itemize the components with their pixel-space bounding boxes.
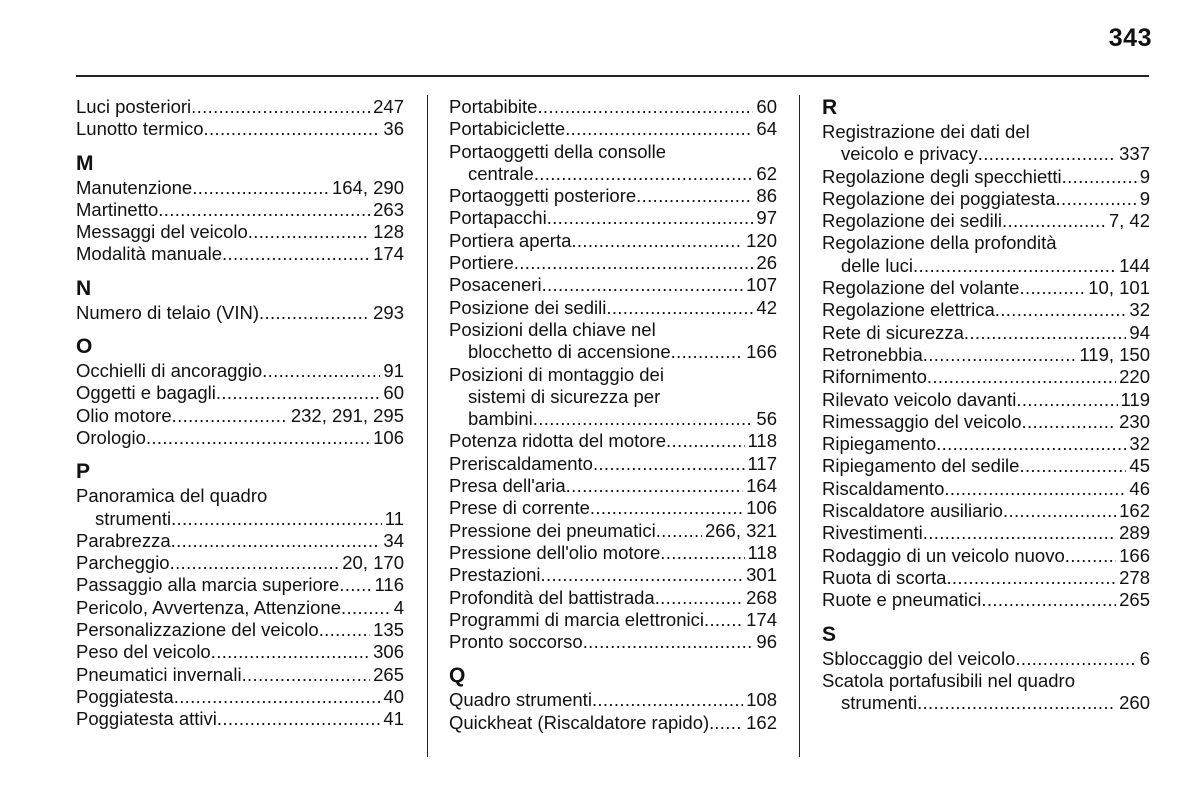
index-entry xyxy=(449,207,777,229)
entry-pages: 293 xyxy=(373,301,404,323)
dot-leader xyxy=(1016,389,1117,411)
index-entry xyxy=(822,166,1150,188)
entry-title-line: Scatola portafusibili nel quadro xyxy=(822,669,1075,691)
dot-leader xyxy=(1055,188,1136,210)
entry-title: Retronebbia xyxy=(822,343,923,365)
entry-title-line: Posizioni di montaggio dei xyxy=(449,363,664,385)
entry-title: Parcheggio xyxy=(76,552,170,574)
index-entry xyxy=(76,427,404,449)
index-entry xyxy=(822,277,1150,299)
entry-title: Riscaldatore ausiliario xyxy=(822,500,1003,522)
entry-pages: 174 xyxy=(746,608,777,630)
index-entry xyxy=(76,405,404,427)
entry-pages: 260 xyxy=(1119,692,1150,714)
index-entry xyxy=(449,141,777,186)
entry-pages: 265 xyxy=(1119,589,1150,611)
dot-leader xyxy=(174,686,381,708)
entry-title: Portiere xyxy=(449,252,514,274)
index-entry xyxy=(449,185,777,207)
entry-title: blocchetto di accensione xyxy=(468,341,671,363)
entry-title: Pressione dell'olio motore xyxy=(449,541,661,563)
entry-pages: 118 xyxy=(747,430,777,452)
entry-title: bambini xyxy=(468,408,533,430)
dot-leader xyxy=(341,597,391,619)
dot-leader xyxy=(704,609,743,631)
entry-pages: 4 xyxy=(393,596,404,618)
section-letter: O xyxy=(76,335,93,359)
index-entry xyxy=(76,619,404,641)
entry-pages: 40 xyxy=(383,685,404,707)
dot-leader xyxy=(944,478,1126,500)
entry-title: Regolazione dei sedili xyxy=(822,210,1002,232)
dot-leader xyxy=(606,297,753,319)
entry-title: Quadro strumenti xyxy=(449,689,592,711)
dot-leader xyxy=(534,163,754,185)
entry-pages: 278 xyxy=(1119,566,1150,588)
entry-title: Pericolo, Avvertenza, Attenzione xyxy=(76,596,341,618)
entry-title: Rimessaggio del veicolo xyxy=(822,410,1022,432)
entry-pages: 116 xyxy=(374,574,404,596)
entry-pages: 56 xyxy=(756,408,777,430)
index-entry xyxy=(449,96,777,118)
entry-pages: 60 xyxy=(756,96,777,117)
entry-title: Rodaggio di un veicolo nuovo xyxy=(822,544,1065,566)
index-entry xyxy=(822,455,1150,477)
entry-title: strumenti xyxy=(95,507,172,529)
entry-pages: 166 xyxy=(1119,544,1150,566)
dot-leader xyxy=(170,552,340,574)
entry-pages: 106 xyxy=(746,497,777,519)
entry-pages: 174 xyxy=(373,243,404,265)
entry-title: Oggetti e bagagli xyxy=(76,382,216,404)
entry-title: Posizione dei sedili xyxy=(449,296,607,318)
index-entry xyxy=(76,708,404,730)
index-entry xyxy=(822,322,1150,344)
index-entry xyxy=(822,344,1150,366)
entry-pages: 32 xyxy=(1129,299,1150,321)
entry-title: Luci posteriori xyxy=(76,96,192,117)
entry-pages: 10, 101 xyxy=(1088,277,1150,299)
dot-leader xyxy=(158,199,370,221)
index-entry xyxy=(449,297,777,319)
entry-pages: 9 xyxy=(1139,187,1150,209)
entry-pages: 164, 290 xyxy=(331,176,404,198)
dot-leader xyxy=(917,692,1116,714)
entry-title: Numero di telaio (VIN) xyxy=(76,301,260,323)
entry-title: Ruote e pneumatici xyxy=(822,589,982,611)
entry-title: Lunotto termico xyxy=(76,118,204,140)
dot-leader xyxy=(1019,277,1085,299)
entry-title: Rilevato veicolo davanti xyxy=(822,388,1017,410)
entry-title: Pressione dei pneumatici xyxy=(449,519,656,541)
index-entry xyxy=(449,274,777,296)
entry-title: Prese di corrente xyxy=(449,497,590,519)
entry-pages: 107 xyxy=(746,274,777,296)
entry-title: Ripiegamento del sedile xyxy=(822,455,1020,477)
section-letter: S xyxy=(822,622,837,646)
dot-leader xyxy=(171,530,381,552)
index-entry xyxy=(76,221,404,243)
entry-pages: 117 xyxy=(747,452,777,474)
index-entry xyxy=(76,360,404,382)
entry-pages: 86 xyxy=(756,185,777,207)
entry-title: Potenza ridotta del motore xyxy=(449,430,666,452)
entry-title: Portabibite xyxy=(449,96,538,117)
dot-leader xyxy=(216,382,381,404)
index-entry xyxy=(76,177,404,199)
entry-title: Preriscaldamento xyxy=(449,452,593,474)
entry-title: Presa dell'aria xyxy=(449,475,566,497)
index-entry xyxy=(449,118,777,140)
entry-title: Sbloccaggio del veicolo xyxy=(822,647,1016,669)
entry-pages: 337 xyxy=(1119,143,1150,165)
dot-leader xyxy=(514,252,754,274)
dot-leader xyxy=(592,689,743,711)
index-entry xyxy=(449,631,777,653)
entry-pages: 46 xyxy=(1129,477,1150,499)
index-entry xyxy=(76,664,404,686)
entry-pages: 119, 150 xyxy=(1079,343,1150,365)
dot-leader xyxy=(655,587,743,609)
entry-title: Ruota di scorta xyxy=(822,566,947,588)
index-entry xyxy=(449,587,777,609)
entry-pages: 42 xyxy=(756,296,777,318)
dot-leader xyxy=(995,299,1127,321)
dot-leader xyxy=(666,430,745,452)
entry-pages: 9 xyxy=(1139,165,1150,187)
index-entry xyxy=(449,689,777,711)
dot-leader xyxy=(217,708,381,730)
column-divider xyxy=(799,95,800,757)
entry-pages: 162 xyxy=(746,711,777,733)
entry-title: Modalità manuale xyxy=(76,243,223,265)
entry-title: Quickheat (Riscaldatore rapido). xyxy=(449,711,715,733)
entry-title: Profondità del battistrada xyxy=(449,586,655,608)
dot-leader xyxy=(566,475,743,497)
entry-pages: 289 xyxy=(1119,522,1150,544)
entry-title: Peso del veicolo xyxy=(76,641,211,663)
entry-title: Rete di sicurezza xyxy=(822,321,964,343)
entry-title: Regolazione degli specchietti xyxy=(822,165,1062,187)
dot-leader xyxy=(636,185,753,207)
index-entry xyxy=(76,243,404,265)
index-column-2 xyxy=(449,96,777,734)
entry-pages: 32 xyxy=(1129,433,1150,455)
entry-title: Regolazione del volante xyxy=(822,277,1020,299)
entry-title: delle luci xyxy=(841,254,913,276)
entry-title: Regolazione elettrica xyxy=(822,299,995,321)
index-entry xyxy=(76,485,404,530)
dot-leader xyxy=(583,631,754,653)
dot-leader xyxy=(927,366,1116,388)
index-entry xyxy=(76,552,404,574)
entry-pages: 26 xyxy=(756,252,777,274)
entry-pages: 60 xyxy=(383,382,404,404)
dot-leader xyxy=(981,589,1116,611)
dot-leader xyxy=(593,453,745,475)
index-entry xyxy=(76,530,404,552)
entry-pages: 7, 42 xyxy=(1108,210,1150,232)
index-entry xyxy=(822,411,1150,433)
entry-pages: 306 xyxy=(373,641,404,663)
index-entry xyxy=(449,430,777,452)
entry-title: Portiera aperta xyxy=(449,229,572,251)
index-entry xyxy=(822,210,1150,232)
dot-leader xyxy=(1062,166,1137,188)
entry-pages: 64 xyxy=(756,118,777,140)
dot-leader xyxy=(172,405,288,427)
entry-title: Riscaldamento xyxy=(822,477,945,499)
index-entry xyxy=(822,232,1150,277)
entry-pages: 120 xyxy=(746,229,777,251)
index-entry xyxy=(822,670,1150,715)
index-entry xyxy=(822,366,1150,388)
index-entry xyxy=(822,589,1150,611)
entry-pages: 128 xyxy=(373,221,404,243)
index-entry xyxy=(449,319,777,364)
dot-leader xyxy=(339,574,371,596)
index-entry xyxy=(76,118,404,140)
dot-leader xyxy=(541,564,744,586)
entry-title-line: sistemi di sicurezza per xyxy=(468,385,661,407)
entry-title: Prestazioni xyxy=(449,564,541,586)
entry-pages: 97 xyxy=(756,207,777,229)
index-entry xyxy=(449,252,777,274)
entry-pages: 41 xyxy=(383,708,404,730)
section-letter: M xyxy=(76,151,94,175)
section-letter: N xyxy=(76,276,92,300)
entry-pages: 301 xyxy=(746,564,777,586)
index-entry xyxy=(76,96,404,118)
entry-title: veicolo e privacy xyxy=(841,143,978,165)
entry-title: centrale xyxy=(468,162,534,184)
entry-title: Passaggio alla marcia superiore xyxy=(76,574,340,596)
dot-leader xyxy=(923,344,1077,366)
index-entry xyxy=(76,686,404,708)
entry-title: Posaceneri xyxy=(449,274,542,296)
index-entry xyxy=(76,574,404,596)
entry-title: Pronto soccorso xyxy=(449,631,583,653)
entry-title: Programmi di marcia elettronici xyxy=(449,608,704,630)
dot-leader xyxy=(547,207,754,229)
index-entry xyxy=(449,230,777,252)
entry-title: Orologio xyxy=(76,426,146,448)
entry-pages: 11 xyxy=(384,507,404,529)
entry-title: Personalizzazione del veicolo xyxy=(76,619,319,641)
index-entry xyxy=(449,609,777,631)
index-entry xyxy=(822,545,1150,567)
entry-pages: 118 xyxy=(747,541,777,563)
index-entry xyxy=(76,199,404,221)
dot-leader xyxy=(1065,545,1116,567)
index-entry xyxy=(822,500,1150,522)
header-rule xyxy=(76,75,1149,77)
dot-leader xyxy=(319,619,370,641)
entry-pages: 166 xyxy=(746,341,777,363)
dot-leader xyxy=(537,96,753,118)
entry-pages: 45 xyxy=(1129,455,1150,477)
entry-title: Ripiegamento xyxy=(822,433,937,455)
entry-pages: 268 xyxy=(746,586,777,608)
entry-pages: 135 xyxy=(373,619,404,641)
index-entry xyxy=(449,564,777,586)
entry-title: Martinetto xyxy=(76,198,159,220)
index-entry xyxy=(822,389,1150,411)
entry-pages: 20, 170 xyxy=(342,552,404,574)
entry-pages: 36 xyxy=(383,118,404,140)
index-entry xyxy=(822,478,1150,500)
section-letter: Q xyxy=(449,664,466,688)
index-entry xyxy=(822,121,1150,166)
index-entry xyxy=(449,453,777,475)
dot-leader xyxy=(571,230,743,252)
entry-pages: 164 xyxy=(746,475,777,497)
dot-leader xyxy=(1019,455,1126,477)
index-entry xyxy=(822,299,1150,321)
dot-leader xyxy=(978,143,1116,165)
dot-leader xyxy=(964,322,1127,344)
dot-leader xyxy=(533,408,754,430)
entry-pages: 162 xyxy=(1119,500,1150,522)
dot-leader xyxy=(946,567,1116,589)
entry-title-line: Panoramica del quadro xyxy=(76,485,268,507)
entry-title-line: Portaoggetti della consolle xyxy=(449,140,667,162)
entry-title: Parabrezza xyxy=(76,529,171,551)
entry-title: Pneumatici invernali xyxy=(76,663,242,685)
index-entry xyxy=(822,522,1150,544)
entry-pages: 266, 321 xyxy=(704,519,777,541)
dot-leader xyxy=(656,520,702,542)
dot-leader xyxy=(192,177,329,199)
entry-title: Occhielli di ancoraggio xyxy=(76,360,263,382)
index-column-3 xyxy=(822,96,1150,714)
entry-pages: 34 xyxy=(383,529,404,551)
dot-leader xyxy=(146,427,370,449)
index-entry xyxy=(822,648,1150,670)
dot-leader xyxy=(222,243,370,265)
index-entry xyxy=(449,542,777,564)
section-letter: R xyxy=(822,96,838,119)
dot-leader xyxy=(204,118,381,140)
entry-title: strumenti xyxy=(841,692,918,714)
index-column-1 xyxy=(76,96,404,731)
dot-leader xyxy=(542,274,744,296)
index-entry xyxy=(76,641,404,663)
entry-pages: 247 xyxy=(373,96,404,117)
index-entry xyxy=(76,597,404,619)
dot-leader xyxy=(211,641,370,663)
page-number: 343 xyxy=(1108,24,1152,52)
dot-leader xyxy=(191,96,370,118)
entry-title: Poggiatesta attivi xyxy=(76,708,217,730)
index-entry xyxy=(76,382,404,404)
entry-pages: 230 xyxy=(1119,410,1150,432)
entry-pages: 232, 291, 295 xyxy=(290,404,404,426)
entry-pages: 94 xyxy=(1129,321,1150,343)
entry-title-line: Registrazione dei dati del xyxy=(822,121,1030,142)
dot-leader xyxy=(259,302,370,324)
entry-pages: 108 xyxy=(746,689,777,711)
dot-leader xyxy=(923,522,1116,544)
dot-leader xyxy=(1022,411,1117,433)
dot-leader xyxy=(242,664,371,686)
dot-leader xyxy=(1002,210,1106,232)
entry-pages: 220 xyxy=(1119,366,1150,388)
index-entry xyxy=(449,497,777,519)
dot-leader xyxy=(714,712,743,734)
dot-leader xyxy=(913,255,1116,277)
dot-leader xyxy=(1003,500,1116,522)
entry-title: Portapacchi xyxy=(449,207,547,229)
entry-pages: 144 xyxy=(1119,254,1150,276)
entry-pages: 106 xyxy=(373,426,404,448)
index-entry xyxy=(822,433,1150,455)
entry-pages: 265 xyxy=(373,663,404,685)
entry-pages: 119 xyxy=(1120,388,1150,410)
index-entry xyxy=(449,364,777,431)
entry-title-line: Regolazione della profondità xyxy=(822,232,1057,254)
index-entry xyxy=(449,712,777,734)
index-entry xyxy=(76,302,404,324)
entry-title: Messaggi del veicolo xyxy=(76,221,248,243)
entry-title-line: Posizioni della chiave nel xyxy=(449,318,656,340)
column-divider xyxy=(427,95,428,757)
entry-title: Rifornimento xyxy=(822,366,927,388)
dot-leader xyxy=(660,542,744,564)
dot-leader xyxy=(1015,648,1136,670)
entry-title: Rivestimenti xyxy=(822,522,923,544)
dot-leader xyxy=(671,341,744,363)
entry-title: Manutenzione xyxy=(76,176,193,198)
entry-pages: 62 xyxy=(756,162,777,184)
entry-title: Portabiciclette xyxy=(449,118,566,140)
dot-leader xyxy=(248,221,370,243)
entry-title: Poggiatesta xyxy=(76,685,174,707)
index-entry xyxy=(449,520,777,542)
entry-title: Olio motore xyxy=(76,404,172,426)
entry-title: Regolazione dei poggiatesta xyxy=(822,187,1056,209)
entry-title: Portaoggetti posteriore xyxy=(449,185,637,207)
section-letter: P xyxy=(76,460,91,484)
index-entry xyxy=(822,188,1150,210)
entry-pages: 91 xyxy=(383,360,404,382)
entry-pages: 263 xyxy=(373,198,404,220)
dot-leader xyxy=(171,508,382,530)
index-entry xyxy=(822,567,1150,589)
index-entry xyxy=(449,475,777,497)
entry-pages: 6 xyxy=(1139,647,1150,669)
dot-leader xyxy=(590,497,743,519)
dot-leader xyxy=(936,433,1126,455)
dot-leader xyxy=(262,360,380,382)
dot-leader xyxy=(565,118,753,140)
entry-pages: 96 xyxy=(756,631,777,653)
